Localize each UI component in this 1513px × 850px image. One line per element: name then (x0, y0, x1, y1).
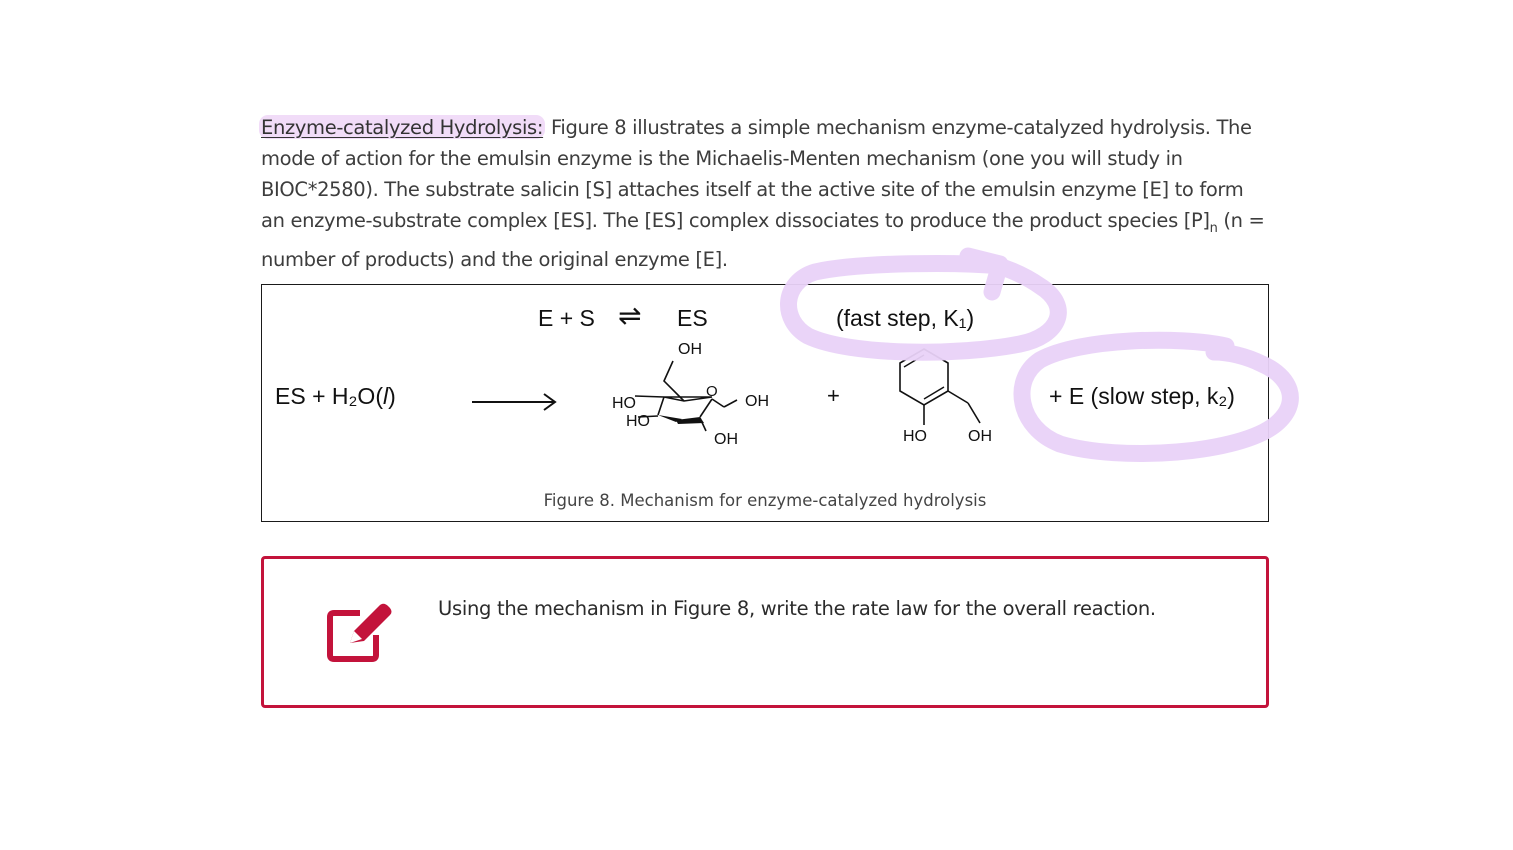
task-question: Using the mechanism in Figure 8, write the rate law for the overall reaction. (438, 597, 1156, 620)
step1-note: (fast step, K₁) (836, 305, 975, 331)
glucose-ho-1: HO (612, 395, 636, 412)
section-heading-link[interactable]: Enzyme-catalyzed Hydrolysis: (261, 116, 544, 139)
intro-paragraph (261, 112, 1271, 275)
step2-reactants: ES + H₂O(l) (275, 383, 396, 409)
figure-8-box (261, 284, 1269, 522)
glucose-ho-2: HO (626, 413, 650, 430)
edit-icon (324, 601, 392, 663)
step1-reactants: E + S (538, 305, 595, 331)
glucose-oh-top: OH (678, 341, 702, 358)
intro-text-a: Figure 8 illustrates a simple mechanism enzyme-catalyzed hydrolysis. The mode of action for the emulsin enzyme is the Michaelis-Menten mechanism (one you will study in BIOC*2580). The substrate salicin [S] attaches itself at the active site of the emulsin enzyme [E] to form an enzyme-substrate complex [ES]. The [ES] complex dissociates to produce the product species [P] (261, 116, 1252, 232)
intro-text-b: (n = number of products) and the original enzyme [E]. (261, 209, 1265, 271)
alcohol-oh: OH (968, 428, 992, 445)
salicyl-alcohol-structure (888, 341, 998, 441)
alcohol-ho: HO (903, 428, 927, 445)
equilibrium-arrow: ⇌ (618, 300, 642, 331)
intro-subscript: n (1209, 220, 1218, 236)
step2-products: + E (slow step, k₂) (1049, 383, 1235, 409)
glucose-oh-bottom: OH (714, 431, 738, 448)
figure-caption: Figure 8. Mechanism for enzyme-catalyzed hydrolysis (543, 491, 987, 510)
task-box (261, 556, 1269, 708)
glucose-oh-right: OH (745, 393, 769, 410)
glucose-ring-o: O (706, 383, 718, 400)
plus-sign: + (827, 383, 840, 408)
reaction-arrow (470, 391, 560, 413)
step1-product: ES (677, 305, 708, 331)
